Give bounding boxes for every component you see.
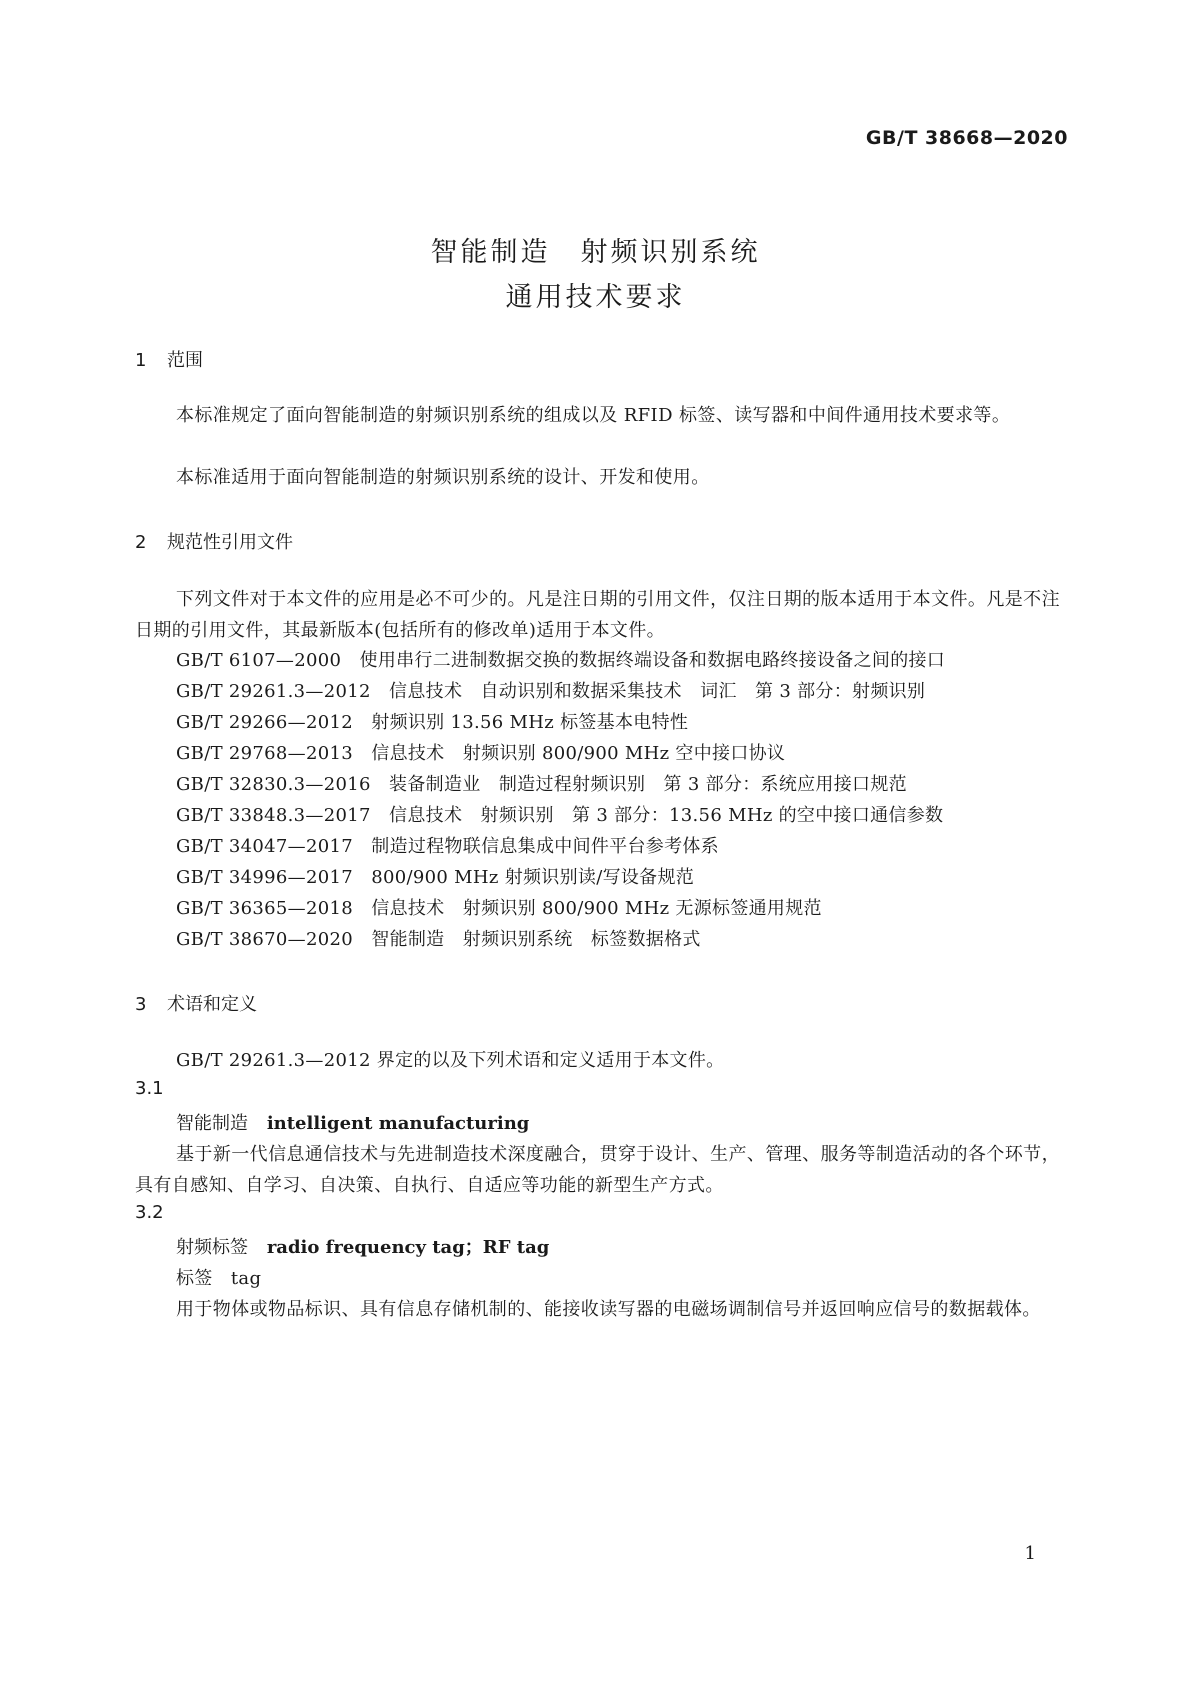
section-heading-normative-references xyxy=(135,528,293,554)
standard-number: GB/T 38668—2020 xyxy=(865,127,1068,149)
reference-item: GB/T 36365—2018 信息技术 射频识别 800/900 MHz 无源标签通用规范 xyxy=(176,898,822,919)
section-title: 规范性引用文件 xyxy=(167,532,293,553)
references-intro-paragraph: 下列文件对于本文件的应用是必不可少的。凡是注日期的引用文件，仅注日期的版本适用于本文件。凡是不注日期的引用文件，其最新版本(包括所有的修改单)适用于本文件。 xyxy=(135,589,1060,641)
scope-paragraph-1: 本标准规定了面向智能制造的射频识别系统的组成以及 RFID 标签、读写器和中间件通用技术要求等。 xyxy=(176,405,1011,426)
section-heading-scope xyxy=(135,346,203,372)
section-heading-terms-and-definitions xyxy=(135,990,257,1016)
scope-paragraph-2: 本标准适用于面向智能制造的射频识别系统的设计、开发和使用。 xyxy=(176,467,710,488)
terms-intro-paragraph: GB/T 29261.3—2012 界定的以及下列术语和定义适用于本文件。 xyxy=(176,1050,725,1071)
reference-item: GB/T 34047—2017 制造过程物联信息集成中间件平台参考体系 xyxy=(176,836,719,857)
section-number: 3 xyxy=(135,994,147,1015)
reference-item: GB/T 29266—2012 射频识别 13.56 MHz 标签基本电特性 xyxy=(176,712,689,733)
term-zh: 射频标签 xyxy=(176,1237,248,1258)
reference-item: GB/T 6107—2000 使用串行二进制数据交换的数据终端设备和数据电路终接设备之间的接口 xyxy=(176,650,946,671)
term-entry xyxy=(176,1233,549,1259)
reference-item: GB/T 38670—2020 智能制造 射频识别系统 标签数据格式 xyxy=(176,929,701,950)
term-synonym: 标签 tag xyxy=(176,1268,262,1289)
term-en: radio frequency tag；RF tag xyxy=(266,1237,550,1258)
term-zh: 智能制造 xyxy=(176,1113,248,1134)
reference-item: GB/T 32830.3—2016 装备制造业 制造过程射频识别 第 3 部分：系统应用接口规范 xyxy=(176,774,907,795)
reference-item: GB/T 29768—2013 信息技术 射频识别 800/900 MHz 空中接口协议 xyxy=(176,743,786,764)
section-title: 范围 xyxy=(167,350,203,371)
section-number: 2 xyxy=(135,532,147,553)
reference-item: GB/T 29261.3—2012 信息技术 自动识别和数据采集技术 词汇 第 3 部分：射频识别 xyxy=(176,681,926,702)
document-title-line-1: 智能制造 射频识别系统 xyxy=(430,237,761,268)
section-number: 1 xyxy=(135,350,147,371)
term-definition: 用于物体或物品标识、具有信息存储机制的、能接收读写器的电磁场调制信号并返回响应信号的数据载体。 xyxy=(176,1299,1041,1320)
document-title-line-2: 通用技术要求 xyxy=(505,282,686,313)
term-en: intelligent manufacturing xyxy=(266,1113,530,1134)
section-title: 术语和定义 xyxy=(167,994,257,1015)
reference-item: GB/T 34996—2017 800/900 MHz 射频识别读/写设备规范 xyxy=(176,867,695,888)
term-definition: 基于新一代信息通信技术与先进制造技术深度融合，贯穿于设计、生产、管理、服务等制造活动的各个环节，具有自感知、自学习、自决策、自执行、自适应等功能的新型生产方式。 xyxy=(135,1144,1060,1196)
clause-number: 3.1 xyxy=(135,1078,164,1099)
page-number: 1 xyxy=(1024,1543,1036,1564)
clause-number: 3.2 xyxy=(135,1202,164,1223)
reference-item: GB/T 33848.3—2017 信息技术 射频识别 第 3 部分：13.56 MHz 的空中接口通信参数 xyxy=(176,805,944,826)
term-entry xyxy=(176,1109,529,1135)
